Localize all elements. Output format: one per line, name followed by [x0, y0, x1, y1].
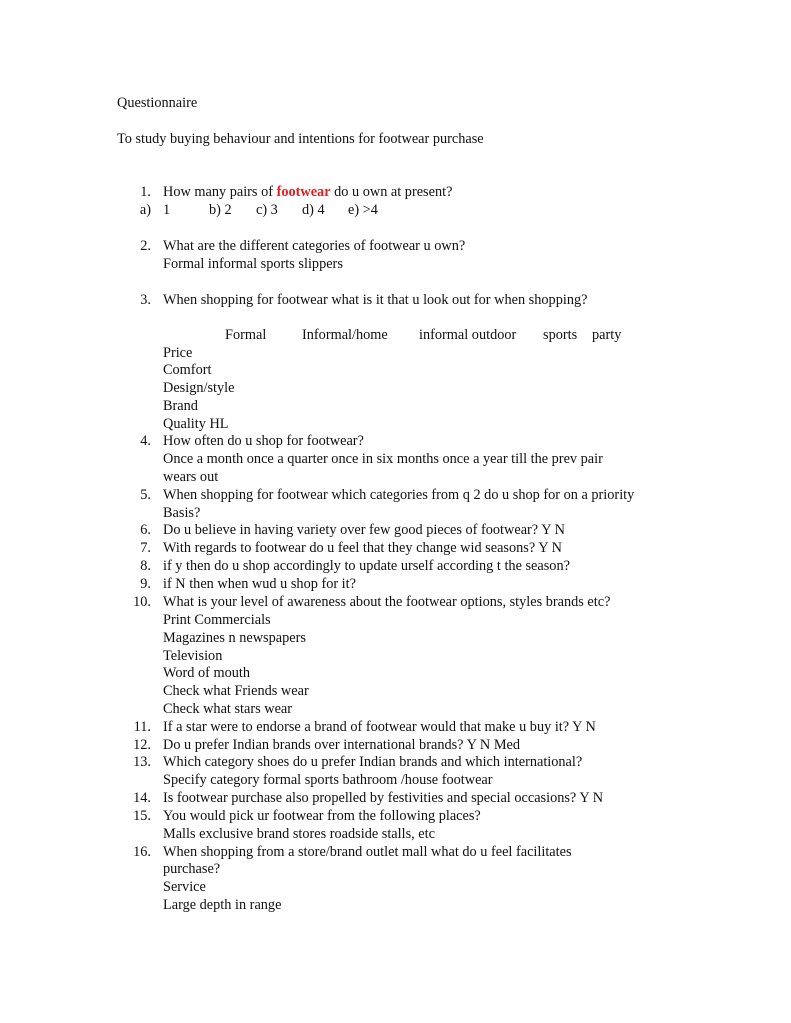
q5-text-line2: Basis?: [163, 505, 201, 521]
q10-answer-friends: Check what Friends wear: [163, 683, 309, 699]
q15-answer: Malls exclusive brand stores roadside stalls, etc: [163, 826, 435, 842]
q1-text-before: How many pairs of: [163, 184, 277, 200]
q10-answer-stars: Check what stars wear: [163, 701, 293, 717]
q16-answer-depth: Large depth in range: [163, 897, 282, 913]
q1-option-d: d) 4: [302, 202, 325, 218]
q9-text: if N then when wud u shop for it?: [163, 576, 356, 592]
page-title: Questionnaire: [117, 95, 198, 111]
q10-text: What is your level of awareness about the footwear options, styles brands etc?: [163, 594, 611, 610]
q3-column-sports: sports: [543, 327, 578, 343]
q4-number: 4.: [140, 433, 151, 449]
q3-column-informal-home: Informal/home: [302, 327, 388, 343]
q1-text: [163, 183, 452, 201]
q7-text: With regards to footwear do u feel that they change wid seasons? Y N: [163, 540, 562, 556]
q3-text: When shopping for footwear what is it that u look out for when shopping?: [163, 292, 588, 308]
q4-answer-line1: Once a month once a quarter once in six months once a year till the prev pair: [163, 451, 603, 467]
q2-text: What are the different categories of footwear u own?: [163, 238, 466, 254]
q7-number: 7.: [140, 540, 151, 556]
q12-number: 12.: [133, 737, 151, 753]
q1-options-marker: a): [139, 202, 151, 218]
page-subtitle: To study buying behaviour and intentions for footwear purchase: [117, 131, 484, 147]
q8-number: 8.: [140, 558, 151, 574]
q1-highlight: footwear: [276, 184, 331, 200]
q8-text: if y then do u shop accordingly to update urself according t the season?: [163, 558, 570, 574]
q12-text: Do u prefer Indian brands over international brands? Y N Med: [163, 737, 521, 753]
q11-text: If a star were to endorse a brand of footwear would that make u buy it? Y N: [163, 719, 596, 735]
q3-column-party: party: [592, 327, 622, 343]
q6-number: 6.: [140, 522, 151, 538]
q13-number: 13.: [133, 754, 151, 770]
q3-row-comfort: Comfort: [163, 362, 212, 378]
q16-text-line1: When shopping from a store/brand outlet mall what do u feel facilitates: [163, 844, 572, 860]
q3-row-design: Design/style: [163, 380, 235, 396]
q11-number: 11.: [133, 719, 151, 735]
q5-number: 5.: [140, 487, 151, 503]
q16-answer-service: Service: [163, 879, 206, 895]
q3-row-quality: Quality HL: [163, 416, 229, 432]
q4-text: How often do u shop for footwear?: [163, 433, 364, 449]
q3-number: 3.: [140, 292, 151, 308]
q1-option-e: e) >4: [348, 202, 378, 218]
q13-text: Which category shoes do u prefer Indian brands and which international?: [163, 754, 583, 770]
q10-answer-television: Television: [163, 648, 223, 664]
q1-option-b: b) 2: [209, 202, 232, 218]
q15-number: 15.: [133, 808, 151, 824]
q2-answer: Formal informal sports slippers: [163, 256, 343, 272]
q3-row-brand: Brand: [163, 398, 198, 414]
q14-number: 14.: [133, 790, 151, 806]
q14-text: Is footwear purchase also propelled by festivities and special occasions? Y N: [163, 790, 604, 806]
q16-number: 16.: [133, 844, 151, 860]
q10-answer-word-of-mouth: Word of mouth: [163, 665, 251, 681]
q3-column-informal-outdoor: informal outdoor: [419, 327, 517, 343]
q10-number: 10.: [133, 594, 151, 610]
q13-answer: Specify category formal sports bathroom /house footwear: [163, 772, 493, 788]
q1-option-a: 1: [163, 202, 171, 218]
q16-text-line2: purchase?: [163, 861, 221, 877]
q3-column-formal: Formal: [225, 327, 267, 343]
q1-option-c: c) 3: [256, 202, 278, 218]
q4-answer-line2: wears out: [163, 469, 219, 485]
q10-answer-magazines: Magazines n newspapers: [163, 630, 306, 646]
q15-text: You would pick ur footwear from the following places?: [163, 808, 481, 824]
q1-number: 1.: [140, 184, 151, 200]
q2-number: 2.: [140, 238, 151, 254]
q6-text: Do u believe in having variety over few good pieces of footwear? Y N: [163, 522, 565, 538]
q1-text-after: do u own at present?: [330, 184, 453, 200]
q10-answer-print: Print Commercials: [163, 612, 271, 628]
q5-text-line1: When shopping for footwear which categories from q 2 do u shop for on a priority: [163, 487, 635, 503]
q9-number: 9.: [140, 576, 151, 592]
q3-row-price: Price: [163, 345, 193, 361]
